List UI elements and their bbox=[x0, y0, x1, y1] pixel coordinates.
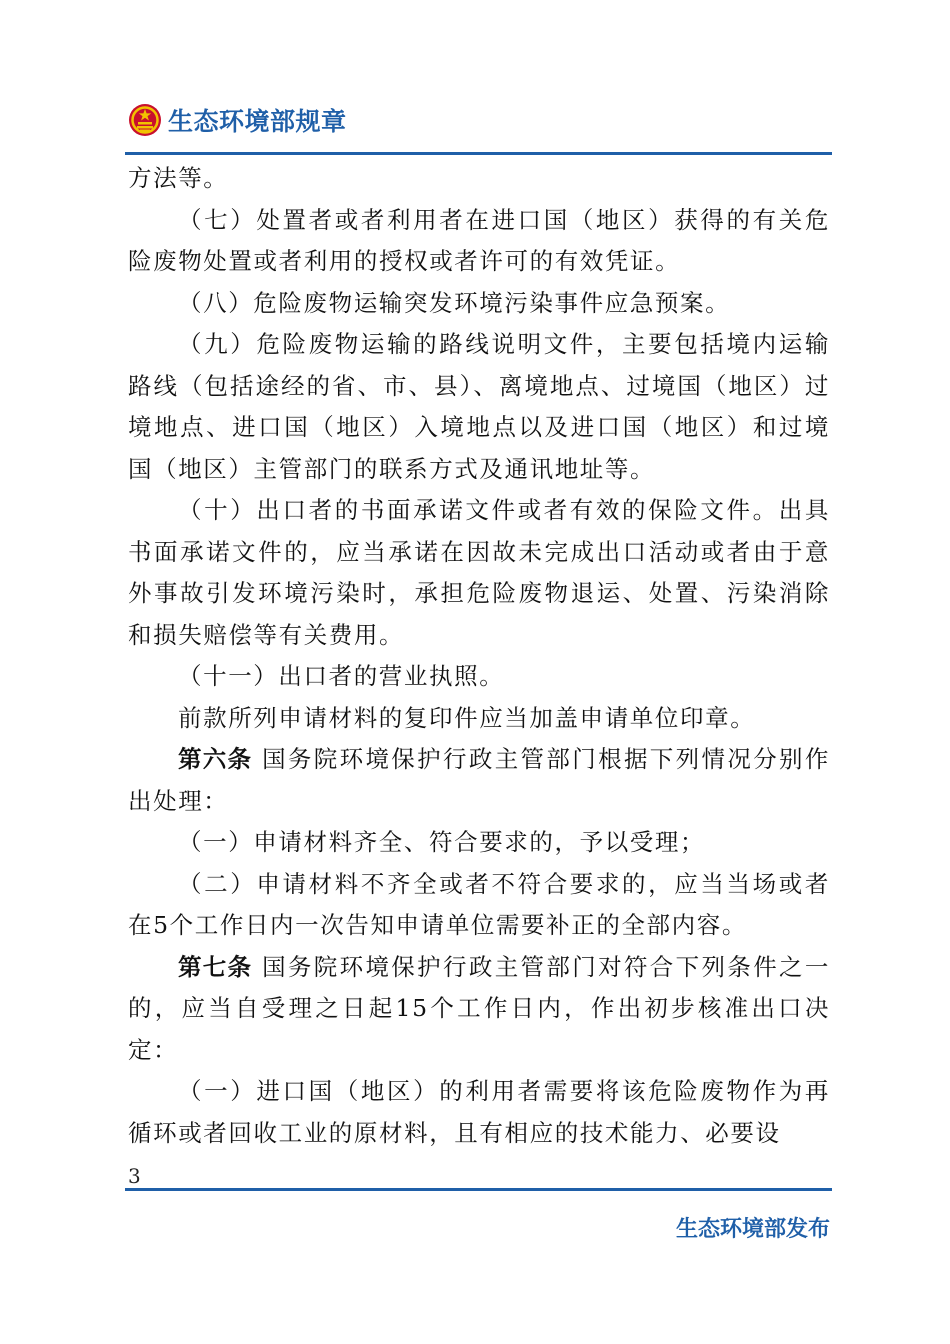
paragraph: （一）进口国（地区）的利用者需要将该危险废物作为再循环或者回收工业的原材料，且有相应的技术能力、必要设 bbox=[128, 1077, 830, 1147]
paragraph: （十）出口者的书面承诺文件或者有效的保险文件。出具书面承诺文件的，应当承诺在因故未完成出口活动或者由于意外事故引发环境污染时，承担危险废物退运、处置、污染消除和损失赔偿等有关费用。 bbox=[128, 496, 830, 649]
paragraph: （九）危险废物运输的路线说明文件，主要包括境内运输路线（包括途经的省、市、县）、离境地点、过境国（地区）过境地点、进口国（地区）入境地点以及进口国（地区）和过境国（地区）主管部门的联系方式及通讯地址等。 bbox=[128, 330, 830, 483]
page-header bbox=[128, 100, 347, 140]
footer-publisher: 生态环境部发布 bbox=[675, 1217, 830, 1242]
national-emblem-icon bbox=[128, 103, 162, 137]
page-number: 3 bbox=[128, 1164, 141, 1188]
paragraph: （七）处置者或者利用者在进口国（地区）获得的有关危险废物处置或者利用的授权或者许可的有效凭证。 bbox=[128, 205, 830, 275]
header-title: 生态环境部规章 bbox=[168, 107, 347, 136]
article-heading: 第六条 bbox=[178, 745, 253, 773]
header-divider bbox=[125, 152, 832, 155]
article-paragraph: 第七条 国务院环境保护行政主管部门对符合下列条件之一的，应当自受理之日起15个工作日内，作出初步核准出口决定： bbox=[128, 952, 830, 1064]
document-body bbox=[128, 158, 830, 1154]
article-heading: 第七条 bbox=[178, 952, 253, 981]
paragraph: 方法等。 bbox=[128, 164, 229, 192]
paragraph: （八）危险废物运输突发环境污染事件应急预案。 bbox=[178, 288, 731, 317]
paragraph: （二）申请材料不齐全或者不符合要求的，应当当场或者在5个工作日内一次告知申请单位需要补正的全部内容。 bbox=[128, 869, 830, 939]
paragraph: 前款所列申请材料的复印件应当加盖申请单位印章。 bbox=[178, 703, 756, 732]
paragraph: （一）申请材料齐全、符合要求的，予以受理； bbox=[178, 828, 706, 856]
paragraph: （十一）出口者的营业执照。 bbox=[178, 662, 505, 690]
footer-divider bbox=[125, 1188, 832, 1191]
article-paragraph: 第六条 国务院环境保护行政主管部门根据下列情况分别作出处理： bbox=[128, 745, 830, 815]
